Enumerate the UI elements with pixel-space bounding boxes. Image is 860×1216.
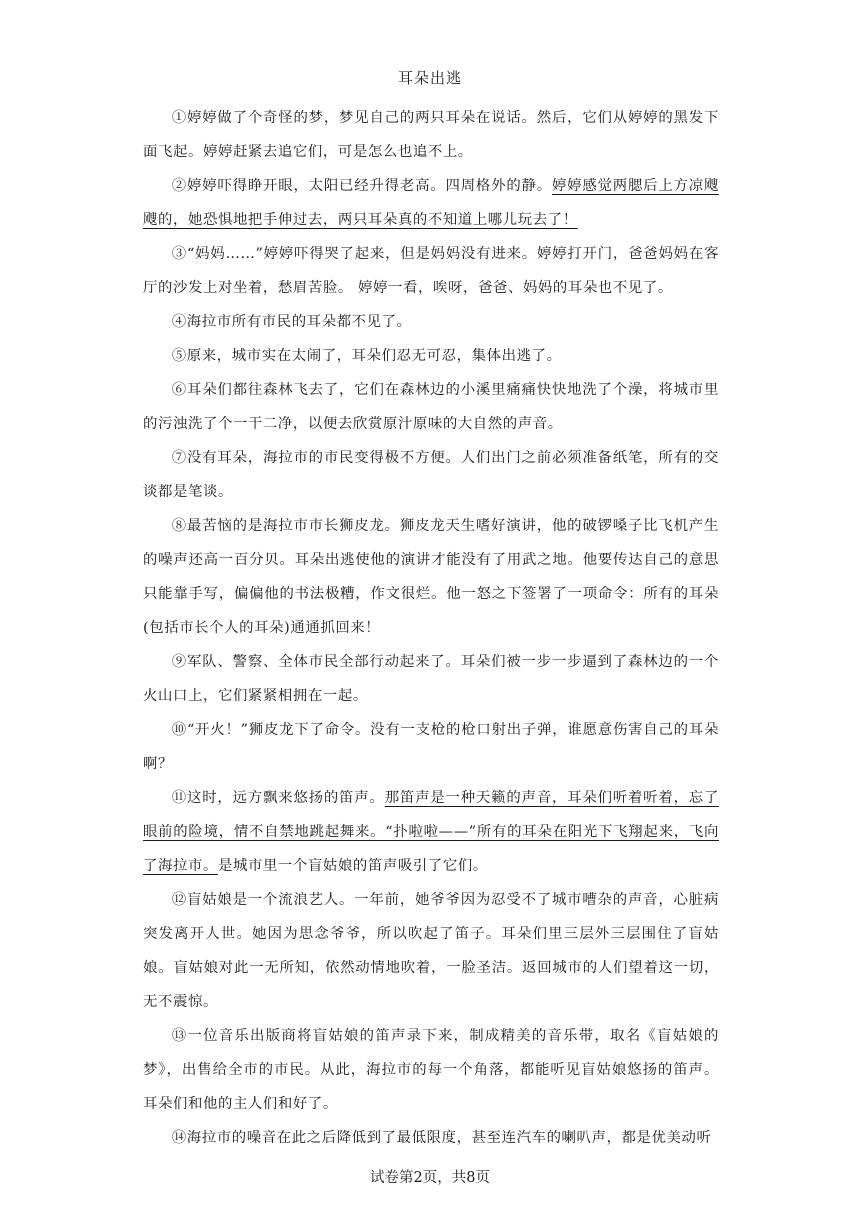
text-segment: ⑧最苦恼的是海拉市市长狮皮龙。狮皮龙天生嗜好演讲，他的破锣嗓子比飞机产生的噪声还高一百分贝。耳朵出逃使他的演讲才能没有了用武之地。他要传达自己的意思只能靠手写，偏偏他的书法极糟，作文很烂。他一怒之下签署了一项命令：所有的耳朵(包括市长个人的耳朵)通通抓回来！ bbox=[143, 518, 719, 636]
paragraph bbox=[143, 1121, 719, 1155]
paragraph bbox=[143, 339, 719, 373]
underlined-sentence: 那笛声是一种天籁的声音，耳朵们听着听着，忘了眼前的险境，情不自禁地跳起舞来。“扑啦啦——”所有的耳朵在阳光下飞翔起来，飞向了海拉市。 bbox=[143, 790, 720, 874]
text-segment: ⑭海拉市的噪音在此之后降低到了最低限度，甚至连汽车的喇叭声，都是优美动听 bbox=[171, 1130, 712, 1146]
text-segment: ⑦没有耳朵，海拉市的市民变得极不方便。人们出门之前必须准备纸笔，所有的交谈都是笔谈。 bbox=[143, 450, 719, 500]
paragraph bbox=[143, 101, 719, 169]
paragraph bbox=[143, 1019, 719, 1121]
article-title: 耳朵出逃 bbox=[397, 69, 462, 87]
underlined-sentence: 婷婷感觉两腮后上方凉飕飕的，她恐惧地把手伸过去，两只耳朵真的不知道上哪儿玩去了！ bbox=[143, 178, 719, 228]
text-segment: ④海拉市所有市民的耳朵都不见了。 bbox=[171, 314, 412, 330]
paragraph bbox=[143, 781, 719, 883]
paragraph bbox=[143, 441, 719, 509]
paragraph bbox=[143, 169, 719, 237]
paragraph bbox=[143, 373, 719, 441]
paragraph bbox=[143, 883, 719, 1019]
page-footer: 试卷第2页，共8页 bbox=[370, 1170, 490, 1186]
text-segment: ③“妈妈……”婷婷吓得哭了起来，但是妈妈没有进来。婷婷打开门，爸爸妈妈在客厅的沙发上对坐着，愁眉苦脸。 婷婷一看，唉呀，爸爸、妈妈的耳朵也不见了。 bbox=[143, 246, 719, 296]
text-segment: ⑪这时，远方飘来悠扬的笛声。 bbox=[171, 790, 385, 806]
text-segment: ⑩“开火！”狮皮龙下了命令。没有一支枪的枪口射出子弹，谁愿意伤害自己的耳朵啊？ bbox=[143, 722, 719, 772]
paragraph bbox=[143, 509, 719, 645]
text-segment: 是城市里一个盲姑娘的笛声吸引了它们。 bbox=[217, 858, 488, 874]
text-segment: ①婷婷做了个奇怪的梦，梦见自己的两只耳朵在说话。然后，它们从婷婷的黑发下面飞起。婷婷赶紧去追它们，可是怎么也追不上。 bbox=[143, 110, 719, 160]
article-body bbox=[143, 101, 719, 1155]
text-segment: ⑤原来，城市实在太闹了，耳朵们忍无可忍，集体出逃了。 bbox=[171, 348, 562, 364]
paragraph bbox=[143, 645, 719, 713]
paragraph bbox=[143, 305, 719, 339]
text-segment: ⑫盲姑娘是一个流浪艺人。一年前，她爷爷因为忍受不了城市嘈杂的声音，心脏病突发离开人世。她因为思念爷爷，所以吹起了笛子。耳朵们里三层外三层围住了盲姑娘。盲姑娘对此一无所知，依然动情地吹着，一脸圣洁。返回城市的人们望着这一切，无不震惊。 bbox=[143, 892, 719, 1010]
text-segment: ⑥耳朵们都往森林飞去了，它们在森林边的小溪里痛痛快快地洗了个澡，将城市里的污浊洗了个一干二净，以便去欣赏原汁原味的大自然的声音。 bbox=[143, 382, 719, 432]
text-segment: ②婷婷吓得睁开眼，太阳已经升得老高。四周格外的静。 bbox=[171, 178, 552, 194]
paragraph bbox=[143, 713, 719, 781]
paragraph bbox=[143, 237, 719, 305]
text-segment: ⑬一位音乐出版商将盲姑娘的笛声录下来，制成精美的音乐带，取名《盲姑娘的梦》，出售给全市的市民。从此，海拉市的每一个角落，都能听见盲姑娘悠扬的笛声。耳朵们和他的主人们和好了。 bbox=[143, 1028, 719, 1112]
text-segment: ⑨军队、警察、全体市民全部行动起来了。耳朵们被一步一步逼到了森林边的一个火山口上，它们紧紧相拥在一起。 bbox=[143, 654, 719, 704]
